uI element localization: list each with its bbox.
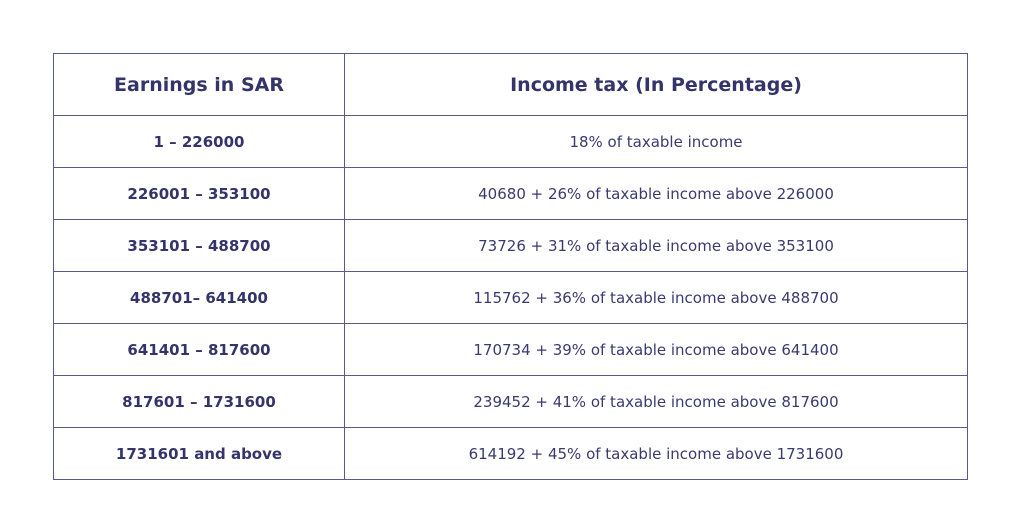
header-income-tax: Income tax (In Percentage) [345, 54, 968, 116]
header-earnings: Earnings in SAR [54, 54, 345, 116]
table-row [54, 324, 968, 376]
table-row [54, 116, 968, 168]
tax-rate-cell: 614192 + 45% of taxable income above 1731600 [345, 428, 968, 480]
table-body [54, 116, 968, 480]
tax-rate-cell: 170734 + 39% of taxable income above 641400 [345, 324, 968, 376]
table-row [54, 168, 968, 220]
earnings-range-cell: 353101 – 488700 [54, 220, 345, 272]
tax-rate-cell: 40680 + 26% of taxable income above 226000 [345, 168, 968, 220]
table-header [54, 54, 968, 116]
tax-rate-cell: 73726 + 31% of taxable income above 353100 [345, 220, 968, 272]
earnings-range-cell: 226001 – 353100 [54, 168, 345, 220]
earnings-range-cell: 1731601 and above [54, 428, 345, 480]
earnings-range-cell: 817601 – 1731600 [54, 376, 345, 428]
tax-rate-cell: 239452 + 41% of taxable income above 817600 [345, 376, 968, 428]
tax-rate-cell: 115762 + 36% of taxable income above 488700 [345, 272, 968, 324]
tax-rate-cell: 18% of taxable income [345, 116, 968, 168]
table-row [54, 376, 968, 428]
earnings-range-cell: 641401 – 817600 [54, 324, 345, 376]
table-row [54, 428, 968, 480]
header-row [54, 54, 968, 116]
table-row [54, 220, 968, 272]
earnings-range-cell: 1 – 226000 [54, 116, 345, 168]
income-tax-table [53, 53, 968, 480]
earnings-range-cell: 488701– 641400 [54, 272, 345, 324]
table-row [54, 272, 968, 324]
